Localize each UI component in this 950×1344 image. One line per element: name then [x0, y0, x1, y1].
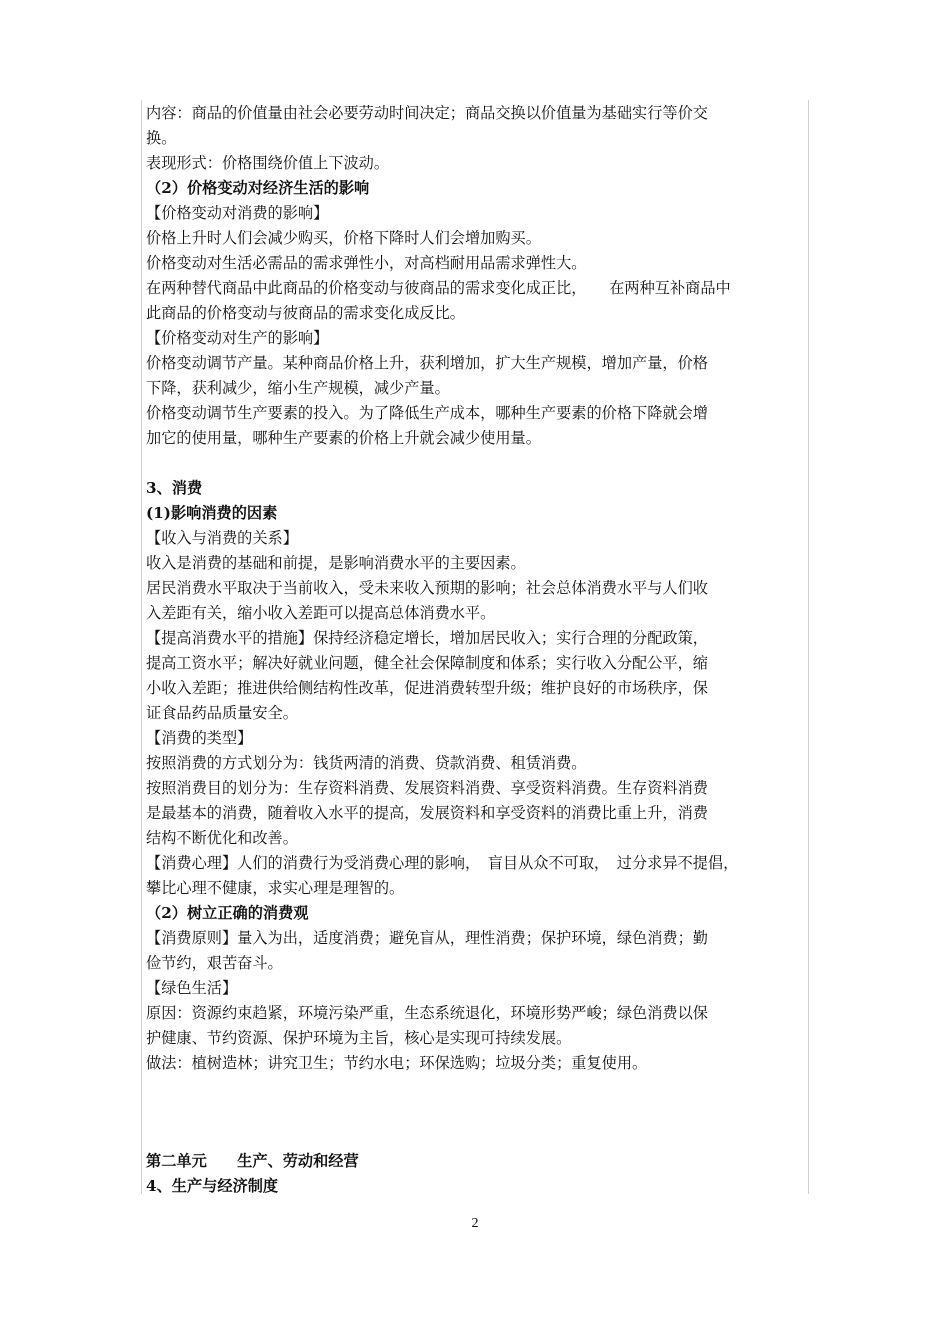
text-line: 结构不断优化和改善。 — [146, 829, 298, 847]
text-line: 按照消费目的划分为：生存资料消费、发展资料消费、享受资料消费。生存资料消费 — [146, 779, 708, 797]
text-line: 下降，获利减少，缩小生产规模，减少产量。 — [146, 379, 450, 397]
text-line: 居民消费水平取决于当前收入，受未来收入预期的影响；社会总体消费水平与人们收 — [146, 579, 708, 597]
text-line: 小收入差距；推进供给侧结构性改革，促进消费转型升级；维护良好的市场秩序，保 — [146, 679, 708, 697]
text-line: 表现形式：价格围绕价值上下波动。 — [146, 154, 389, 172]
section-heading: 3、消费 — [146, 479, 203, 497]
text-line: 入差距有关，缩小收入差距可以提高总体消费水平。 — [146, 604, 496, 622]
section-heading: (1)影响消费的因素 — [146, 504, 278, 522]
text-line: 【收入与消费的关系】 — [146, 529, 298, 547]
page-number: 2 — [471, 1216, 479, 1231]
text-line: 在两种替代商品中此商品的价格变动与彼商品的需求变化成正比， 在两种互补商品中 — [146, 279, 731, 297]
text-line: 【提高消费水平的措施】保持经济稳定增长，增加居民收入；实行合理的分配政策， — [146, 629, 708, 647]
text-line: 【消费原则】量入为出，适度消费；避免盲从，理性消费；保护环境，绿色消费；勤 — [146, 929, 708, 947]
text-line: 换。 — [146, 129, 177, 147]
text-line: 价格变动调节产量。某种商品价格上升，获利增加，扩大生产规模，增加产量，价格 — [146, 354, 708, 372]
text-line: 价格变动对生活必需品的需求弹性小，对高档耐用品需求弹性大。 — [146, 254, 587, 272]
text-line: 内容：商品的价值量由社会必要劳动时间决定；商品交换以价值量为基础实行等价交 — [146, 104, 708, 122]
text-line: 按照消费的方式划分为：钱货两清的消费、贷款消费、租赁消费。 — [146, 754, 587, 772]
section-heading: 4、生产与经济制度 — [146, 1177, 279, 1195]
text-line: 此商品的价格变动与彼商品的需求变化成反比。 — [146, 304, 465, 322]
text-line: 【绿色生活】 — [146, 979, 238, 997]
text-line: 证食品药品质量安全。 — [146, 704, 298, 722]
text-line: 加它的使用量，哪种生产要素的价格上升就会减少使用量。 — [146, 429, 541, 447]
unit-heading: 第二单元 生产、劳动和经营 — [146, 1152, 359, 1170]
text-line: 【价格变动对生产的影响】 — [146, 329, 329, 347]
left-margin-rule — [141, 100, 142, 1194]
text-line: 原因：资源约束趋紧，环境污染严重，生态系统退化，环境形势严峻；绿色消费以保 — [146, 1004, 708, 1022]
section-heading: （2）价格变动对经济生活的影响 — [146, 179, 370, 197]
right-margin-rule — [808, 100, 809, 1194]
section-heading: （2）树立正确的消费观 — [146, 904, 309, 922]
text-line: 【消费心理】人们的消费行为受消费心理的影响， 盲目从众不可取， 过分求异不提倡， — [146, 854, 739, 872]
text-line: 价格变动调节生产要素的投入。为了降低生产成本，哪种生产要素的价格下降就会增 — [146, 404, 708, 422]
text-line: 攀比心理不健康，求实心理是理智的。 — [146, 879, 405, 897]
text-line: 护健康、节约资源、保护环境为主旨，核心是实现可持续发展。 — [146, 1029, 572, 1047]
text-line: 【消费的类型】 — [146, 729, 253, 747]
text-line: 价格上升时人们会减少购买，价格下降时人们会增加购买。 — [146, 229, 541, 247]
text-line: 是最基本的消费，随着收入水平的提高，发展资料和享受资料的消费比重上升，消费 — [146, 804, 708, 822]
text-line: 俭节约，艰苦奋斗。 — [146, 954, 283, 972]
text-line: 提高工资水平；解决好就业问题，健全社会保障制度和体系；实行收入分配公平，缩 — [146, 654, 708, 672]
text-line: 【价格变动对消费的影响】 — [146, 204, 329, 222]
text-line: 收入是消费的基础和前提，是影响消费水平的主要因素。 — [146, 554, 526, 572]
text-line: 做法：植树造林；讲究卫生；节约水电；环保选购；垃圾分类；重复使用。 — [146, 1054, 648, 1072]
